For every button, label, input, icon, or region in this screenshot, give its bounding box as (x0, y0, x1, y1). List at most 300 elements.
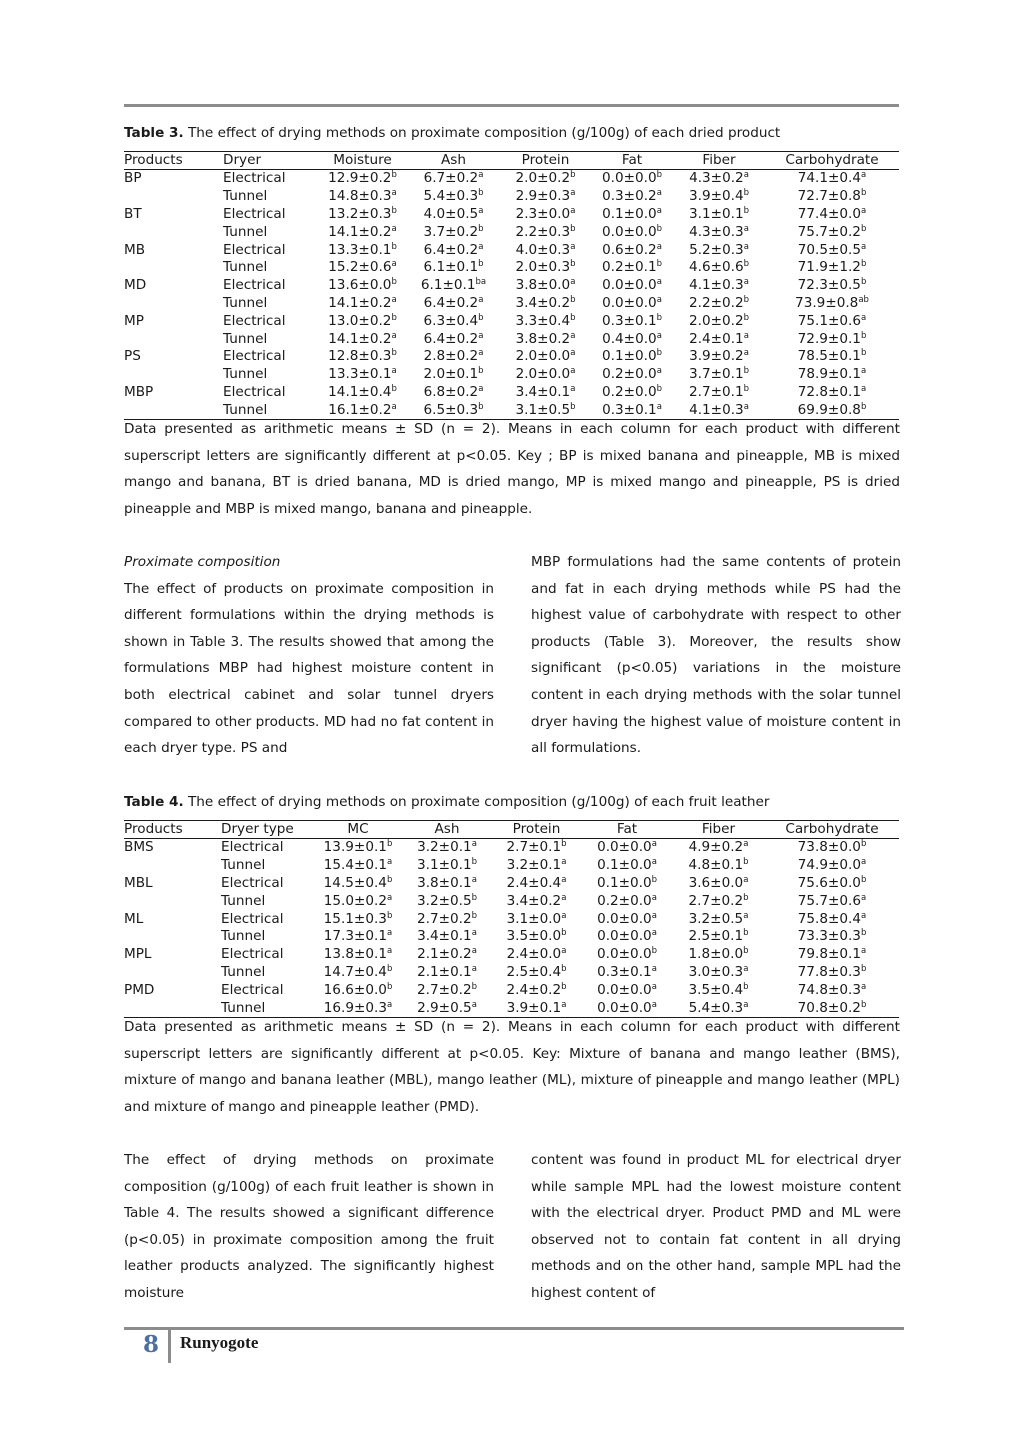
value-text: 74.9±0.0 (797, 857, 862, 874)
value-text: 0.2±0.0 (601, 383, 657, 400)
value-cell (313, 928, 403, 946)
dryer-cell: Electrical (223, 348, 286, 365)
value-text: 2.0±0.2 (688, 312, 744, 329)
significance-superscript: a (570, 366, 576, 377)
value-cell (407, 312, 500, 330)
value-cell (313, 981, 403, 999)
value-text: 4.8±0.1 (688, 857, 744, 874)
section1-right-text: MBP formulations had the same contents of protein and fat in each drying methods while PS had the highest value of carbohydrate with respect to other products (Table 3). Moreover, the results show significant (p<0.05) variations in the moisture content in each drying methods with the solar tunnel dryer having the highest value of moisture content in all formulations. (531, 554, 901, 757)
table-row (124, 981, 899, 999)
significance-superscript: a (743, 963, 749, 974)
significance-superscript: b (391, 312, 397, 323)
product-cell (124, 188, 223, 206)
value-cell (313, 910, 403, 928)
dryer-cell: Tunnel (223, 223, 268, 240)
value-text: 75.6±0.0 (797, 874, 861, 891)
value-cell (403, 839, 491, 857)
value-cell (491, 857, 582, 875)
dryer-cell: Electrical (221, 946, 284, 963)
value-cell (765, 910, 899, 928)
product-cell: BP (124, 170, 142, 187)
value-text: 0.0±0.0 (601, 170, 657, 187)
table3-label: Table 3. (124, 125, 184, 141)
value-cell (403, 892, 491, 910)
product-cell (124, 259, 223, 277)
value-cell (500, 223, 591, 241)
value-text: 0.0±0.0 (602, 277, 657, 294)
value-cell (591, 241, 673, 259)
dryer-cell: Tunnel (223, 330, 268, 347)
significance-superscript: b (860, 223, 867, 234)
significance-superscript: b (743, 312, 750, 323)
table-row (124, 946, 899, 964)
dryer-cell: Tunnel (221, 999, 313, 1017)
significance-superscript: a (656, 330, 662, 341)
significance-superscript: a (743, 241, 749, 252)
value-cell (318, 348, 407, 366)
table-row (124, 259, 899, 277)
value-text: 6.4±0.2 (423, 241, 479, 258)
value-text: 2.1±0.1 (417, 963, 472, 980)
significance-superscript: a (387, 928, 393, 939)
value-cell (313, 892, 403, 910)
significance-superscript: a (570, 383, 576, 394)
value-text: 75.7±0.2 (797, 223, 861, 240)
significance-superscript: b (471, 857, 478, 868)
product-cell: MP (124, 312, 144, 329)
significance-superscript: a (743, 910, 749, 921)
significance-superscript: a (478, 330, 484, 341)
value-cell (407, 223, 500, 241)
significance-superscript: b (656, 170, 663, 181)
significance-superscript: a (656, 277, 662, 288)
significance-superscript: a (743, 170, 749, 181)
value-cell (491, 946, 582, 964)
column-header: Products (124, 821, 221, 839)
value-cell (591, 223, 673, 241)
value-cell (500, 188, 591, 206)
significance-superscript: a (478, 170, 484, 181)
value-text: 5.4±0.3 (423, 188, 479, 205)
value-cell (765, 295, 899, 313)
table4-footnote: Data presented as arithmetic means ± SD (n = 2). Means in each column for each product with different superscript letters are significantly different at p<0.05. Key: Mixture of banana and mango leather (BMS), mixture of mango and banana leather (MBL), mango leather (ML), mixture of pineapple and mango leather (MPL) and mixture of mango and pineapple leather (PMD). (124, 1019, 900, 1115)
value-cell (318, 295, 407, 313)
significance-superscript: a (561, 946, 567, 957)
significance-superscript: a (743, 330, 749, 341)
significance-superscript: b (656, 312, 663, 323)
value-text: 71.9±1.2 (797, 259, 861, 276)
value-text: 0.0±0.0 (597, 999, 652, 1016)
value-text: 3.7±0.1 (688, 366, 744, 383)
significance-superscript: a (471, 963, 477, 974)
dryer-cell: Electrical (223, 383, 286, 400)
value-cell (491, 910, 582, 928)
table-row (124, 910, 899, 928)
significance-superscript: b (471, 892, 478, 903)
significance-superscript: a (656, 241, 662, 252)
value-text: 72.9±0.1 (797, 330, 861, 347)
header-rule (124, 104, 899, 107)
value-text: 15.1±0.3 (323, 910, 387, 927)
significance-superscript: a (743, 401, 749, 412)
significance-superscript: a (570, 330, 576, 341)
value-cell (765, 277, 899, 295)
value-text: 0.6±0.2 (602, 241, 657, 258)
significance-superscript: b (743, 383, 750, 394)
table4 (124, 820, 899, 1018)
value-text: 4.0±0.3 (515, 241, 571, 258)
value-cell (500, 295, 591, 313)
value-text: 4.0±0.5 (423, 205, 479, 222)
value-cell (318, 241, 407, 259)
value-text: 2.7±0.1 (688, 383, 744, 400)
value-text: 2.4±0.2 (506, 981, 562, 998)
significance-superscript: b (656, 383, 663, 394)
significance-superscript: a (656, 366, 662, 377)
dryer-cell: Tunnel (221, 857, 266, 874)
significance-superscript: b (743, 259, 750, 270)
value-text: 79.8±0.1 (797, 946, 862, 963)
product-cell (124, 857, 221, 875)
value-text: 2.4±0.4 (506, 874, 562, 891)
significance-superscript: a (561, 874, 567, 885)
table-row (124, 892, 899, 910)
value-cell (313, 857, 403, 875)
value-text: 5.4±0.3 (688, 999, 744, 1016)
value-cell (500, 259, 591, 277)
value-cell (765, 946, 899, 964)
significance-superscript: a (391, 259, 397, 270)
value-cell (673, 330, 765, 348)
significance-superscript: b (860, 188, 867, 199)
value-cell (672, 928, 765, 946)
significance-superscript: b (561, 839, 567, 850)
value-cell (582, 857, 672, 875)
table-row (124, 206, 899, 224)
significance-superscript: b (743, 946, 749, 957)
value-text: 70.8±0.2 (797, 999, 861, 1016)
value-text: 13.8±0.1 (323, 946, 388, 963)
value-text: 3.5±0.0 (506, 928, 562, 945)
value-cell (591, 188, 673, 206)
dryer-cell: Tunnel (223, 401, 318, 419)
value-text: 14.1±0.2 (328, 330, 392, 347)
significance-superscript: a (861, 981, 867, 992)
value-text: 2.0±0.3 (515, 259, 571, 276)
value-text: 3.1±0.5 (515, 401, 571, 418)
dryer-cell: Electrical (223, 312, 286, 329)
value-text: 0.0±0.0 (597, 981, 652, 998)
significance-superscript: b (651, 874, 658, 885)
value-text: 0.1±0.0 (596, 874, 652, 891)
table4-caption-text: The effect of drying methods on proximate composition (g/100g) of each fruit leather (183, 794, 770, 810)
value-cell (318, 277, 407, 295)
significance-superscript: b (656, 348, 663, 359)
significance-superscript: a (387, 946, 393, 957)
value-cell (673, 384, 765, 402)
product-cell: BMS (124, 839, 154, 856)
significance-superscript: a (561, 857, 567, 868)
value-cell (318, 223, 407, 241)
value-cell (500, 241, 591, 259)
value-text: 2.5±0.1 (688, 928, 744, 945)
significance-superscript: a (743, 277, 749, 288)
value-cell (672, 875, 765, 893)
dryer-cell: Tunnel (223, 294, 268, 311)
value-cell (765, 223, 899, 241)
significance-superscript: a (861, 205, 867, 216)
value-text: 13.3±0.1 (328, 241, 392, 258)
value-text: 14.1±0.2 (328, 223, 392, 240)
value-text: 16.6±0.0 (323, 981, 387, 998)
table3 (124, 151, 899, 420)
value-cell (672, 964, 765, 982)
product-cell: MBP (124, 383, 154, 400)
significance-superscript: b (570, 294, 576, 305)
value-cell (407, 188, 500, 206)
value-text: 3.2±0.1 (417, 839, 472, 856)
value-cell (591, 206, 673, 224)
value-text: 3.9±0.4 (688, 188, 744, 205)
value-text: 0.2±0.0 (602, 366, 657, 383)
significance-superscript: a (391, 401, 397, 412)
significance-superscript: a (570, 277, 576, 288)
value-text: 2.7±0.2 (688, 892, 744, 909)
dryer-cell: Electrical (221, 874, 284, 891)
value-text: 74.8±0.3 (797, 981, 862, 998)
table-header-row (124, 821, 899, 839)
value-text: 3.4±0.2 (506, 892, 562, 909)
value-cell (765, 188, 899, 206)
value-text: 3.1±0.0 (506, 910, 562, 927)
table-row (124, 964, 899, 982)
value-text: 14.7±0.4 (323, 963, 387, 980)
value-text: 13.6±0.0 (328, 277, 392, 294)
value-cell (591, 170, 673, 188)
column-header: Ash (403, 821, 491, 839)
value-text: 0.0±0.0 (596, 946, 652, 963)
value-cell (500, 384, 591, 402)
value-text: 6.1±0.1 (423, 259, 479, 276)
value-text: 13.0±0.2 (328, 312, 392, 329)
value-cell (673, 206, 765, 224)
significance-superscript: a (651, 981, 657, 992)
value-text: 14.1±0.2 (328, 294, 392, 311)
value-text: 0.1±0.0 (602, 205, 657, 222)
table-row (124, 295, 899, 313)
significance-superscript: b (656, 259, 663, 270)
value-cell (673, 295, 765, 313)
value-text: 70.5±0.5 (797, 241, 862, 258)
significance-superscript: b (743, 188, 750, 199)
significance-superscript: a (387, 999, 393, 1010)
value-text: 3.0±0.3 (688, 963, 744, 980)
value-text: 6.7±0.2 (423, 170, 479, 187)
value-text: 0.2±0.1 (601, 259, 657, 276)
value-cell (765, 384, 899, 402)
significance-superscript: b (561, 928, 567, 939)
section2-left-text: The effect of drying methods on proximate composition (g/100g) of each fruit leather is shown in Table 4. The results showed a significant difference (p<0.05) in proximate composition among the fruit leather products analyzed. The significantly highest moisture (124, 1152, 494, 1301)
value-cell (582, 910, 672, 928)
significance-superscript: a (478, 348, 484, 359)
value-cell (765, 241, 899, 259)
significance-superscript: ab (858, 294, 869, 305)
significance-superscript: b (561, 981, 567, 992)
value-cell (318, 206, 407, 224)
significance-superscript: b (570, 170, 576, 181)
value-text: 2.0±0.1 (423, 366, 479, 383)
value-cell (500, 206, 591, 224)
significance-superscript: a (570, 205, 576, 216)
value-cell (591, 330, 673, 348)
significance-superscript: b (860, 874, 867, 885)
value-cell (765, 366, 899, 384)
dryer-cell: Tunnel (221, 928, 266, 945)
value-cell (673, 259, 765, 277)
column-header: Carbohydrate (765, 821, 899, 839)
value-text: 73.3±0.3 (797, 928, 861, 945)
product-cell (124, 892, 221, 910)
significance-superscript: b (656, 223, 663, 234)
value-text: 73.9±0.8 (795, 294, 859, 311)
significance-superscript: b (478, 401, 484, 412)
dryer-cell: Tunnel (223, 259, 268, 276)
value-text: 2.1±0.2 (417, 946, 472, 963)
value-text: 3.4±0.1 (515, 383, 571, 400)
value-cell (313, 839, 403, 857)
significance-superscript: b (860, 277, 867, 288)
value-text: 2.0±0.2 (515, 170, 571, 187)
significance-superscript: b (860, 928, 867, 939)
column-header: Fat (591, 152, 673, 170)
column-header: Products (124, 152, 223, 170)
product-cell: BT (124, 205, 142, 222)
significance-superscript: b (743, 366, 750, 377)
value-cell (672, 892, 765, 910)
value-cell (491, 981, 582, 999)
significance-superscript: a (391, 188, 397, 199)
value-cell (765, 928, 899, 946)
significance-superscript: a (387, 857, 393, 868)
significance-superscript: b (860, 999, 867, 1010)
significance-superscript: b (386, 839, 393, 850)
significance-superscript: b (743, 205, 750, 216)
value-cell (407, 384, 500, 402)
value-cell (591, 295, 673, 313)
value-cell (582, 964, 672, 982)
value-text: 15.4±0.1 (323, 857, 388, 874)
significance-superscript: b (478, 312, 484, 323)
value-text: 0.0±0.0 (597, 928, 652, 945)
significance-superscript: b (386, 874, 393, 885)
value-text: 4.3±0.3 (689, 223, 744, 240)
value-cell (403, 857, 491, 875)
significance-superscript: b (743, 857, 749, 868)
value-cell (403, 875, 491, 893)
significance-superscript: a (651, 892, 657, 903)
footer-divider (168, 1330, 171, 1363)
section2-right-text: content was found in product ML for electrical dryer while sample MPL had the lowest moisture content with the electrical dryer. Product PMD and ML were observed not to contain fat content in all drying methods and on the other hand, sample MPL had the highest content of (531, 1152, 901, 1301)
table-row (124, 241, 899, 259)
value-text: 72.7±0.8 (797, 188, 861, 205)
dryer-cell: Electrical (221, 981, 284, 998)
value-cell (672, 910, 765, 928)
value-text: 3.3±0.4 (515, 312, 571, 329)
value-cell (765, 875, 899, 893)
significance-superscript: ba (475, 277, 487, 288)
value-cell (500, 277, 591, 295)
value-text: 75.8±0.4 (797, 910, 862, 927)
column-header: Fiber (673, 152, 765, 170)
table3-footnote: Data presented as arithmetic means ± SD (n = 2). Means in each column for each product with different superscript letters are significantly different at p<0.05. Key ; BP is mixed banana and pineapple, MB is mixed mango and banana, BT is dried banana, MD is dried mango, MP is mixed mango and pineapple, PS is dried pineapple and MBP is mixed mango, banana and pineapple. (124, 421, 900, 517)
dryer-cell: Electrical (223, 170, 286, 187)
value-text: 3.7±0.2 (423, 223, 479, 240)
value-cell (591, 384, 673, 402)
table-row (124, 384, 899, 402)
value-text: 0.0±0.0 (601, 223, 657, 240)
value-cell (500, 170, 591, 188)
value-text: 6.4±0.2 (423, 330, 479, 347)
value-cell (500, 330, 591, 348)
value-cell (765, 892, 899, 910)
significance-superscript: b (860, 401, 867, 412)
column-header: Ash (407, 152, 500, 170)
value-text: 16.9±0.3 (323, 999, 388, 1016)
significance-superscript: b (391, 383, 397, 394)
table4-label: Table 4. (124, 794, 184, 810)
value-cell (591, 312, 673, 330)
value-cell (403, 910, 491, 928)
value-text: 3.2±0.5 (416, 892, 472, 909)
significance-superscript: b (478, 366, 484, 377)
value-text: 3.4±0.1 (417, 928, 472, 945)
value-text: 78.5±0.1 (797, 348, 861, 365)
value-cell (313, 964, 403, 982)
significance-superscript: a (651, 839, 657, 850)
significance-superscript: b (743, 981, 749, 992)
significance-superscript: b (743, 294, 750, 305)
significance-superscript: a (471, 946, 477, 957)
significance-superscript: a (478, 383, 484, 394)
significance-superscript: a (651, 928, 657, 939)
significance-superscript: b (651, 946, 658, 957)
value-text: 4.1±0.3 (689, 277, 744, 294)
value-cell (765, 839, 899, 857)
dryer-cell: Tunnel (221, 963, 266, 980)
value-cell (672, 857, 765, 875)
value-text: 14.1±0.4 (328, 383, 392, 400)
value-text: 0.4±0.0 (602, 330, 657, 347)
value-text: 3.1±0.1 (688, 205, 744, 222)
significance-superscript: b (570, 312, 576, 323)
table4-caption (124, 793, 769, 811)
value-text: 12.8±0.3 (328, 348, 392, 365)
value-text: 12.9±0.2 (328, 170, 392, 187)
value-text: 3.2±0.5 (688, 910, 744, 927)
value-text: 0.3±0.2 (602, 188, 657, 205)
value-cell (403, 946, 491, 964)
value-text: 15.2±0.6 (328, 259, 392, 276)
table3-caption (124, 124, 780, 142)
value-text: 2.7±0.1 (506, 839, 562, 856)
value-cell (318, 384, 407, 402)
value-text: 75.7±0.6 (797, 892, 862, 909)
column-header: Dryer type (221, 821, 313, 839)
significance-superscript: b (860, 839, 867, 850)
significance-superscript: b (570, 401, 576, 412)
significance-superscript: a (743, 874, 749, 885)
value-text: 0.0±0.0 (602, 294, 657, 311)
